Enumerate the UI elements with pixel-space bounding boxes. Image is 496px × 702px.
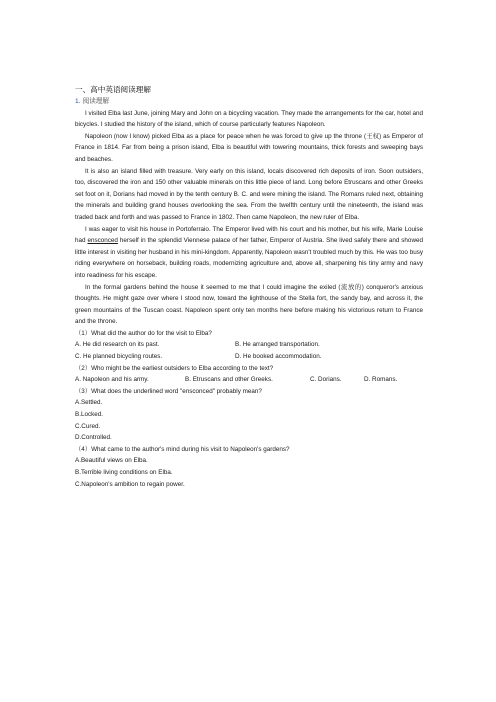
question-3-option-a: A.Settled.	[75, 399, 103, 407]
question-1-stem: （1）What did the author do for the visit to Elba?	[75, 329, 212, 337]
question-2-option-b: B. Etruscans and other Greeks.	[185, 376, 273, 384]
question-1-option-c: C. He planned bicycling routes.	[75, 353, 163, 361]
paragraph-4-text-end: herself in the splendid Viennese palace of her father, Emperor of Austria. She lived safely there and showed little interest in visiting her husband in his mini-kingdom. Apparently, Napoleon wasn't troubled much by this. He was too busy riding everywhere on horseback, building roads, modernizing agriculture and, above all, sharpening his tiny army and navy into readiness for his escape.	[75, 237, 423, 279]
question-2-options	[75, 374, 423, 386]
question-4-option-c: C.Napoleon's ambition to regain power.	[75, 480, 185, 488]
question-1-option-d: D. He booked accommodation.	[235, 353, 322, 361]
paragraph-4-text-start: I was eager to visit his house in Portoferraio. The Emperor lived with his court and his mother, but his wife, Marie Louise had	[75, 225, 423, 245]
question-3-option-d: D.Controlled.	[75, 434, 112, 442]
item-label: 阅读理解	[82, 97, 109, 105]
section-title: 一、高中英语阅读理解	[75, 85, 151, 94]
question-3-option-b: B.Locked.	[75, 411, 104, 419]
passage-paragraph-5: In the formal gardens behind the house it seemed to me that I could imagine the exiled (流放的) conqueror's anxious thoughts. He might gaze over where I stood now, toward the lighthouse of the Stella fort, the sandy bay, and across it, the green mountains of the Tuscan coast. Napoleon spent only ten months here before making his victorious return to France and the throne.	[75, 283, 423, 326]
passage-paragraph-2: Napoleon (now I know) picked Elba as a place for peace when he was forced to give up the throne (王权) as Emperor of France in 1814. Far from being a prison island, Elba is beautiful with towering mountains, thick forests and sweeping bays and beaches.	[75, 132, 423, 163]
question-3-option-c: C.Cured.	[75, 422, 101, 430]
question-1-option-b: B. He arranged transportation.	[235, 341, 320, 349]
question-2-option-c: C. Dorians.	[310, 376, 342, 384]
passage-paragraph-3: It is also an island filled with treasure. Very early on this island, locals discovered rich deposits of iron. Soon outsiders, too, discovered the iron and 150 other valuable minerals on this little piece of land. Long before Etruscans and other Greeks set foot on it, Dorians had moved in by the tenth century B. C. and were mining the island. The Romans ruled next, obtaining the minerals and building grand houses overlooking the sea. From the twelfth century until the nineteenth, the island was traded back and forth and was passed to France in 1802. Then came Napoleon, the new ruler of Elba.	[75, 167, 423, 221]
question-2-option-d: D. Romans.	[364, 376, 398, 384]
question-2-option-a: A. Napoleon and his army.	[75, 376, 149, 384]
item-heading	[75, 96, 423, 108]
question-1-option-a: A. He did research on its past.	[75, 341, 160, 349]
question-4-option-a: A.Beautiful views on Elba.	[75, 457, 148, 465]
question-3-stem: （3）What does the underlined word "ensconced" probably mean?	[75, 387, 262, 395]
question-1-options-row-1	[75, 339, 423, 351]
item-number: 1.	[75, 98, 81, 105]
question-2-stem: （2）Who might be the earliest outsiders to Elba according to the text?	[75, 364, 274, 372]
underlined-word: ensconced	[87, 237, 118, 245]
question-4-stem: （4）What came to the author's mind during his visit to Napoleon's gardens?	[75, 445, 290, 453]
passage-paragraph-4	[75, 224, 423, 282]
question-4-option-b: B.Terrible living conditions on Elba.	[75, 469, 173, 476]
question-1-options-row-2	[75, 351, 423, 363]
document-content	[75, 84, 423, 490]
passage-paragraph-1: I visited Elba last June, joining Mary and John on a bicycling vacation. They made the arrangements for the car, hotel and bicycles. I studied the history of the island, which of course particularly features Napoleon.	[75, 109, 424, 129]
